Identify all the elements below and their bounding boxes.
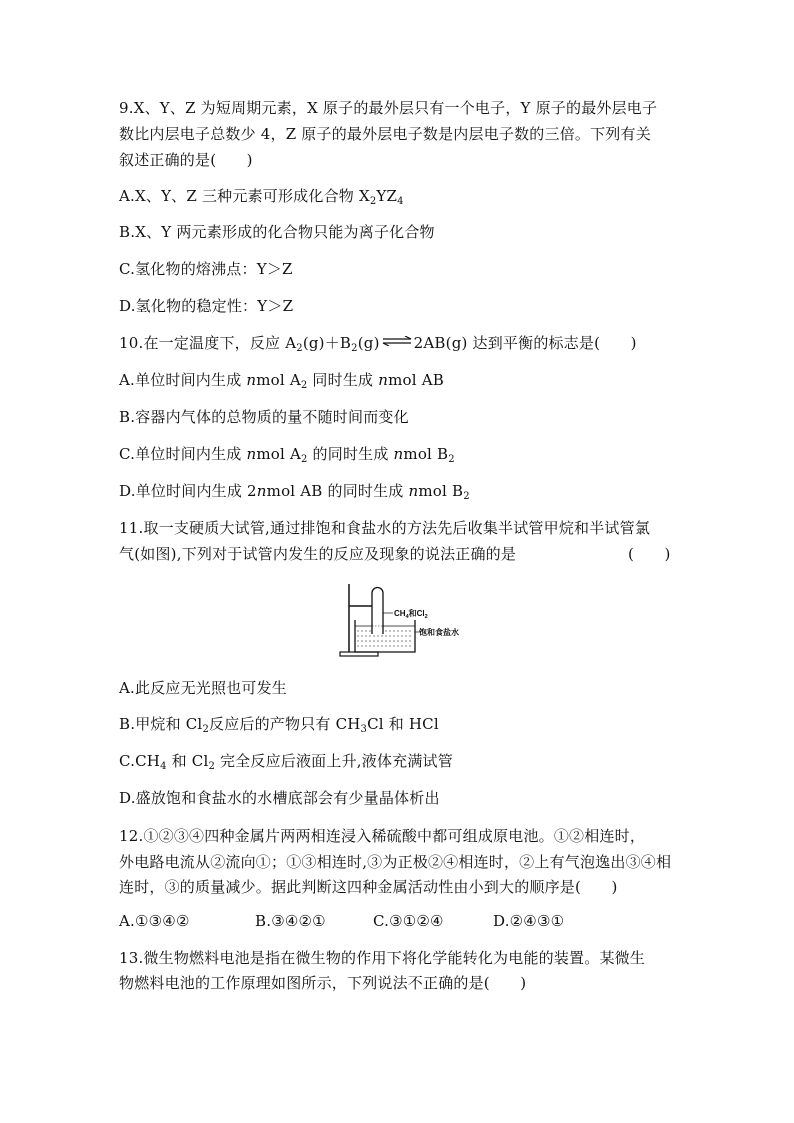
q11-option-c: $C.CH_4$ 和 $Cl_2$ 完全反应后液面上升,液体充满试管 — [119, 752, 453, 772]
q9-stem-line-2: 数比内层电子总数少 4，Z 原子的最外层电子数是内层电子数的三倍。下列有关 — [119, 125, 651, 143]
q9-stem-line-1: 9.X、Y、Z 为短周期元素，X 原子的最外层只有一个电子，Y 原子的最外层电子 — [119, 99, 658, 117]
saline-label: 饱和食盐水 — [419, 628, 459, 637]
q9-stem-line-3: 叙述正确的是( ) — [119, 151, 253, 169]
q11-answer-bracket: ( ) — [628, 545, 671, 563]
q10-option-d: D.单位时间内生成 2nmol AB 的同时生成 nmol $B_2$ — [119, 482, 470, 502]
q10-option-b: B.容器内气体的总物质的量不随时间而变化 — [119, 408, 409, 426]
q12-option-d: D.②④③① — [493, 912, 565, 930]
q11-option-b: B.甲烷和 $Cl_2$反应后的产物只有 $CH_3Cl$ 和 HCl — [119, 715, 439, 735]
q9-option-a: A.X、Y、Z 三种元素可形成化合物 $X_2YZ_4$ — [119, 187, 404, 207]
q9-option-b: B.X、Y 两元素形成的化合物只能为离子化合物 — [119, 223, 435, 241]
gas-label: $CH_4$和$Cl_2$ — [394, 609, 428, 620]
q12-option-c: C.③①②④ — [373, 912, 444, 930]
q10-option-a: A.单位时间内生成 nmol $A_2$ 同时生成 nmol AB — [119, 371, 444, 391]
q13-stem-line-2: 物燃料电池的工作原理如图所示，下列说法不正确的是( ) — [119, 974, 527, 992]
q11-stem-line-1: 11.取一支硬质大试管,通过排饱和食盐水的方法先后收集半试管甲烷和半试管氯 — [119, 519, 651, 537]
q11-option-a: A.此反应无光照也可发生 — [119, 679, 288, 697]
test-tube-apparatus-figure — [335, 582, 460, 662]
q13-stem-line-1: 13.微生物燃料电池是指在微生物的作用下将化学能转化为电能的装置。某微生 — [119, 949, 646, 967]
q12-option-a: A.①③④② — [119, 912, 190, 930]
q9-option-c: C.氢化物的熔沸点：Y＞Z — [119, 260, 293, 278]
q10-option-c: C.单位时间内生成 nmol $A_2$ 的同时生成 nmol $B_2$ — [119, 445, 455, 465]
q11-option-d: D.盛放饱和食盐水的水槽底部会有少量晶体析出 — [119, 789, 440, 807]
q12-stem-line-1: 12.①②③④四种金属片两两相连浸入稀硫酸中都可组成原电池。①②相连时， — [119, 827, 646, 845]
water-hatching — [357, 631, 413, 646]
equilibrium-arrows-icon — [382, 336, 412, 346]
q9-option-d: D.氢化物的稳定性：Y＞Z — [119, 297, 294, 315]
q10-stem: 10.在一定温度下，反应 $A_2(g)+B_2(g)$ 2AB(g) 达到平衡的标志是( ) — [119, 334, 637, 354]
q12-stem-line-3: 连时，③的质量减少。据此判断这四种金属活动性由小到大的顺序是( ) — [119, 878, 618, 896]
q12-stem-line-2: 外电路电流从②流向①；①③相连时,③为正极②④相连时，②上有气泡逸出③④相 — [119, 853, 672, 871]
inverted-test-tube — [372, 588, 383, 635]
q11-stem-line-2: 气(如图),下列对于试管内发生的反应及现象的说法正确的是 — [119, 545, 517, 563]
q12-option-b: B.③④②① — [255, 912, 326, 930]
